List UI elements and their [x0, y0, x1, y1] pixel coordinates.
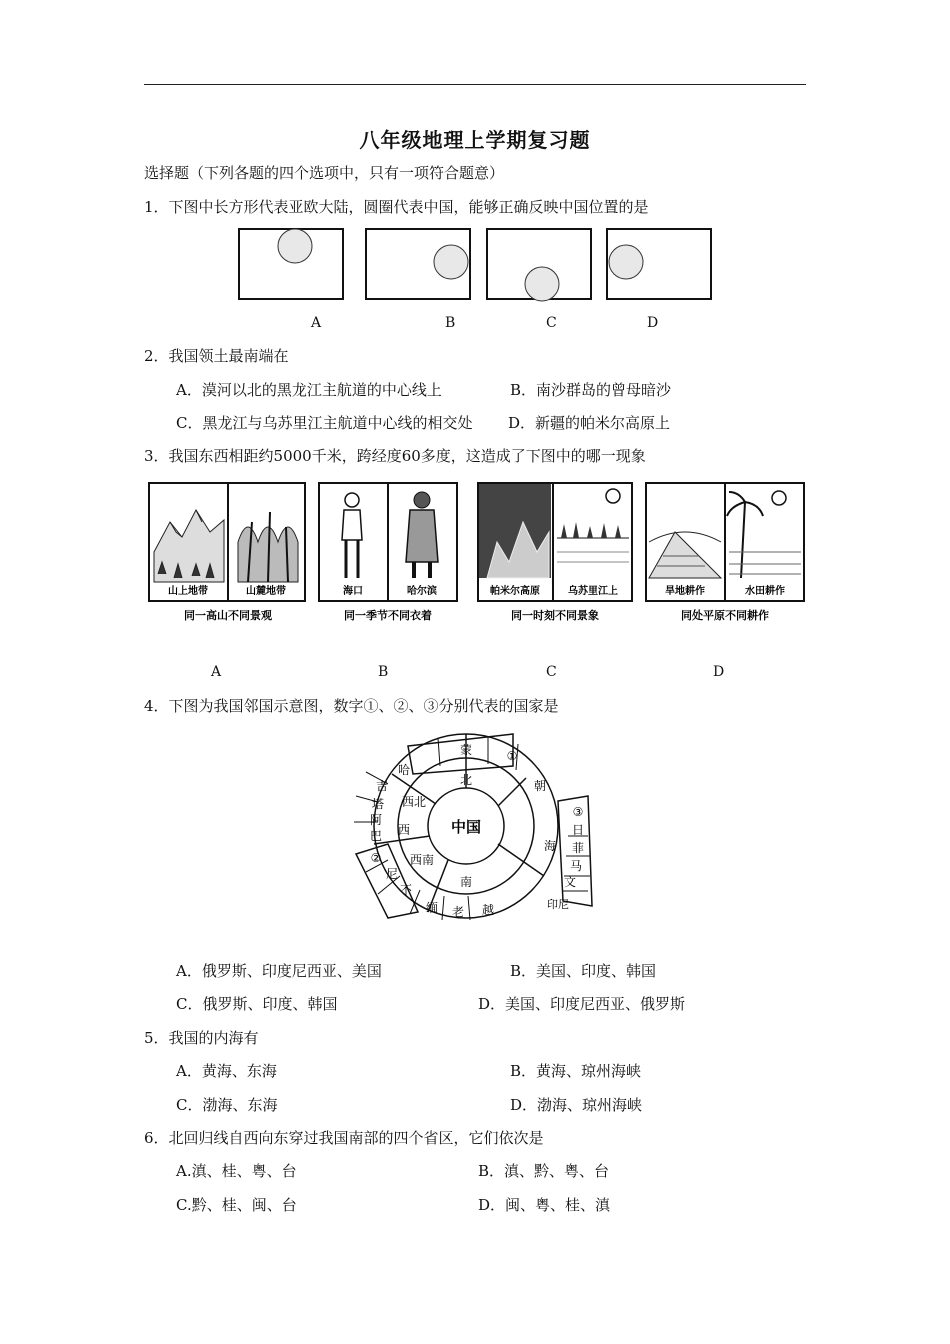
- q3-panel-d: [645, 482, 807, 624]
- q2-stem: 2．我国领土最南端在: [144, 347, 289, 365]
- q3-panel-d-caption: 同处平原不同耕作: [681, 609, 769, 622]
- q3-panel-a-caption: 同一高山不同景观: [184, 609, 272, 622]
- q3-label-c: C: [546, 664, 557, 680]
- q2-option-c: C．黑龙江与乌苏里江主航道中心线的相交处: [176, 414, 473, 432]
- page-title: 八年级地理上学期复习题: [359, 128, 591, 152]
- q3-panel-a-left-label: 山上地带: [168, 586, 208, 597]
- q1-option-b-figure: [366, 229, 470, 299]
- q4-country-3: ③: [572, 805, 584, 819]
- q4-country-kazakhstan: 哈: [397, 763, 411, 777]
- q5-stem: 5．我国的内海有: [144, 1029, 259, 1047]
- q4-neighbor-diagram: [348, 726, 598, 926]
- q6-option-d: D．闽、粤、桂、滇: [478, 1196, 611, 1214]
- q1-option-a-figure: [239, 229, 343, 299]
- q1-figure: [236, 226, 716, 302]
- q4-country-brunei: 文: [563, 875, 577, 889]
- q1-label-a: A: [311, 315, 322, 331]
- q1-option-d-figure: [607, 229, 711, 299]
- q3-label-b: B: [378, 664, 389, 680]
- q4-country-tajikistan: 塔: [371, 797, 385, 811]
- q4-country-afghanistan: 阿: [369, 813, 383, 827]
- q4-stem: 4．下图为我国邻国示意图，数字①、②、③分别代表的国家是: [144, 697, 559, 715]
- q1-option-c-figure: [487, 229, 591, 301]
- q5-option-d: D．渤海、琼州海峡: [510, 1096, 643, 1114]
- q4-country-vietnam: 越: [481, 903, 495, 917]
- q4-region-west: 西: [397, 823, 411, 837]
- q6-option-b: B．滇、黔、粤、台: [478, 1162, 610, 1180]
- q4-country-indonesia: 印尼: [547, 898, 569, 911]
- q4-region-sea: 海: [543, 839, 557, 853]
- q4-country-pakistan: 巴: [369, 829, 383, 843]
- q4-center-label: 中国: [450, 818, 482, 836]
- top-rule: [144, 84, 806, 85]
- q2-option-b: B．南沙群岛的曾母暗沙: [510, 381, 672, 399]
- q4-option-a: A．俄罗斯、印度尼西亚、美国: [176, 962, 382, 980]
- q4-option-c: C．俄罗斯、印度、韩国: [176, 995, 338, 1013]
- q5-option-b: B．黄海、琼州海峡: [510, 1062, 642, 1080]
- q3-panel-b-left-label: 海口: [343, 586, 363, 597]
- q6-option-c: C.黔、桂、闽、台: [176, 1196, 297, 1214]
- q6-option-a: A.滇、桂、粤、台: [176, 1162, 297, 1180]
- q1-stem: 1．下图中长方形代表亚欧大陆，圆圈代表中国，能够正确反映中国位置的是: [144, 198, 649, 216]
- q3-label-d: D: [713, 664, 725, 680]
- q1-label-c: C: [546, 315, 557, 331]
- section-intro: 选择题（下列各题的四个选项中，只有一项符合题意）: [144, 164, 505, 182]
- q4-country-malaysia: 马: [569, 859, 583, 873]
- q4-region-north: 北: [459, 773, 473, 787]
- q3-panel-b: [318, 482, 460, 624]
- q2-option-a: A．漠河以北的黑龙江主航道的中心线上: [176, 381, 442, 399]
- q6-stem: 6．北回归线自西向东穿过我国南部的四个省区，它们依次是: [144, 1129, 544, 1147]
- q2-option-d: D．新疆的帕米尔高原上: [508, 414, 671, 432]
- q3-panel-d-left-label: 旱地耕作: [665, 586, 705, 597]
- q3-panel-c-right-label: 乌苏里江上: [568, 586, 618, 597]
- q3-panel-c-left-label: 帕米尔高原: [490, 586, 540, 597]
- q4-country-2: ②: [370, 851, 382, 865]
- q3-panel-b-right-label: 哈尔滨: [407, 586, 437, 597]
- q1-label-b: B: [445, 315, 456, 331]
- q4-option-b: B．美国、印度、韩国: [510, 962, 657, 980]
- q5-option-a: A．黄海、东海: [176, 1062, 277, 1080]
- q4-country-bhutan: 不: [399, 883, 413, 897]
- q4-country-1: ①: [506, 749, 518, 763]
- q4-country-myanmar: 缅: [425, 901, 439, 915]
- q3-panel-a-right-label: 山麓地带: [246, 586, 286, 597]
- q4-country-laos: 老: [451, 905, 465, 919]
- q3-panel-d-right-label: 水田耕作: [745, 586, 785, 597]
- q4-country-mongolia: 蒙: [459, 743, 473, 757]
- q3-panel-b-caption: 同一季节不同衣着: [344, 609, 432, 622]
- q4-country-korea: 朝: [533, 779, 547, 793]
- q3-panel-a: [148, 482, 308, 624]
- q4-region-northwest: 西北: [401, 795, 427, 809]
- q4-country-nepal: 尼: [385, 867, 399, 881]
- q4-country-japan: 日: [571, 823, 585, 837]
- q5-option-c: C．渤海、东海: [176, 1096, 278, 1114]
- q3-panel-c: [477, 482, 635, 624]
- q4-option-d: D．美国、印度尼西亚、俄罗斯: [478, 995, 686, 1013]
- q4-region-southwest: 西南: [409, 853, 435, 867]
- q3-label-a: A: [211, 664, 222, 680]
- q4-country-philippines: 菲: [571, 841, 585, 855]
- q1-label-d: D: [647, 315, 659, 331]
- q3-panel-c-caption: 同一时刻不同景象: [511, 609, 599, 622]
- q4-region-south: 南: [459, 875, 473, 889]
- q4-country-kyrgyzstan: 吉: [375, 779, 389, 793]
- q3-stem: 3．我国东西相距约5000千米，跨经度60多度，这造成了下图中的哪一现象: [144, 447, 646, 465]
